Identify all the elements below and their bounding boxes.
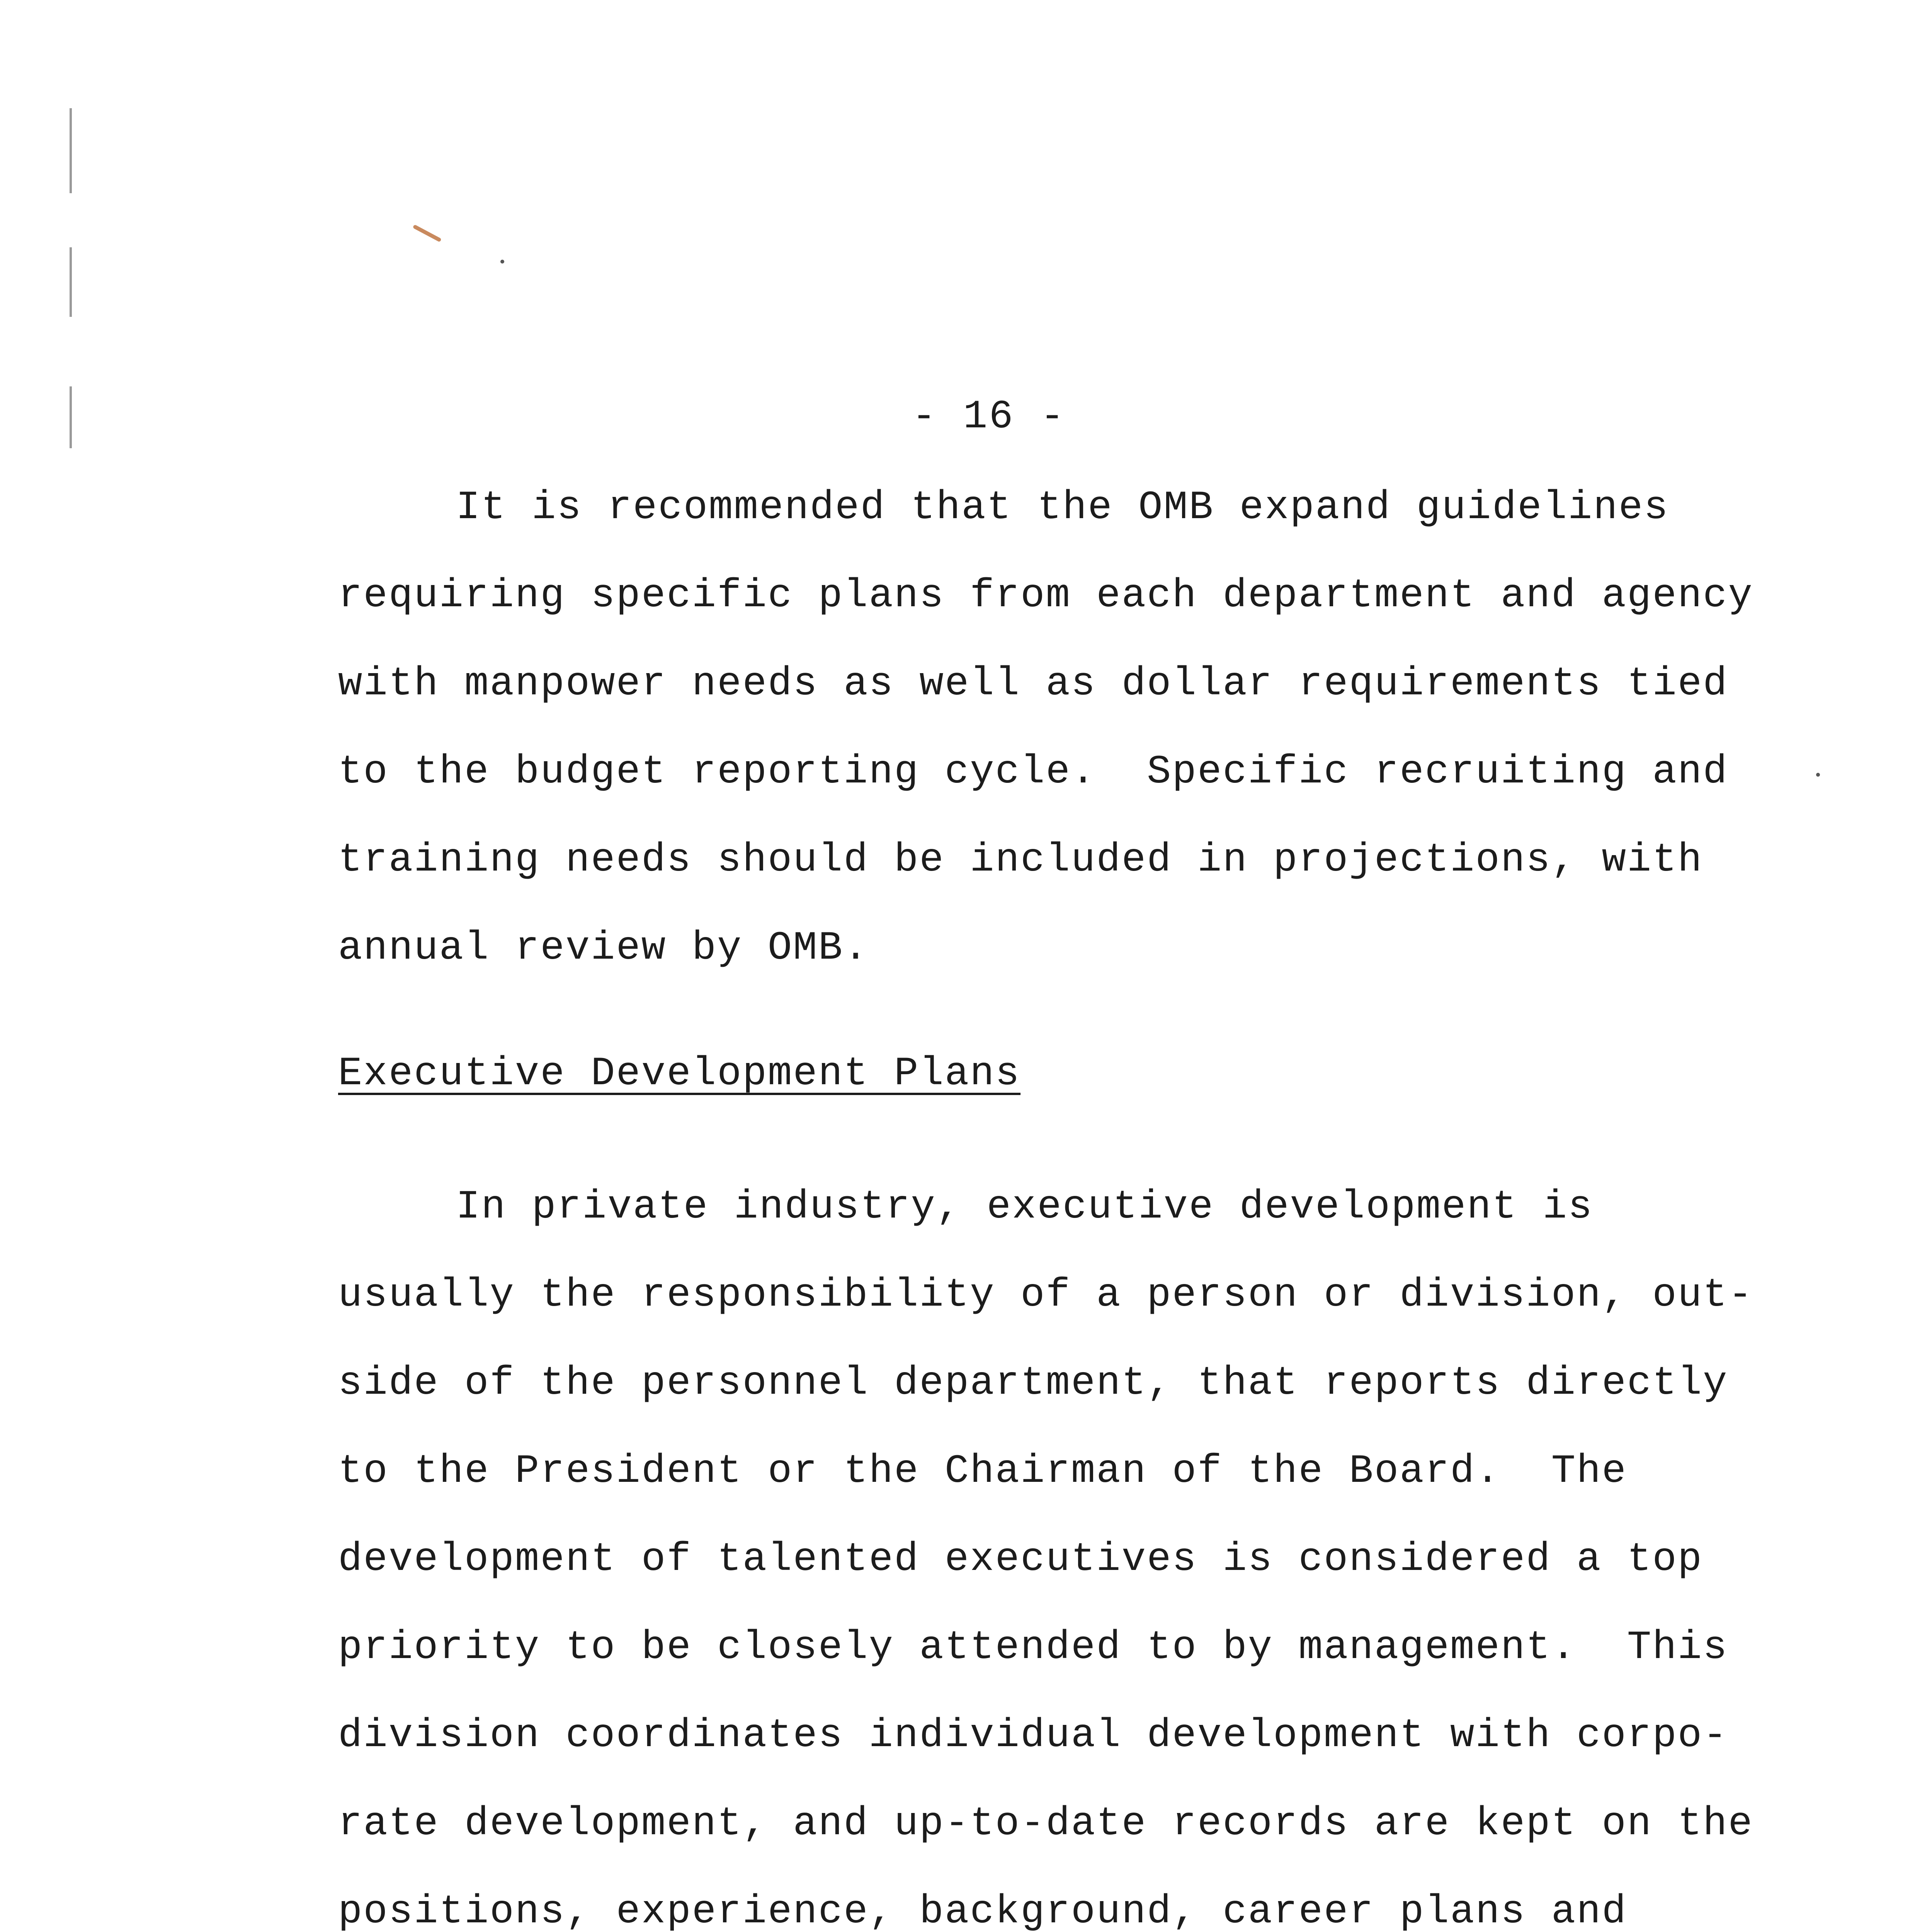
paragraph-line: requiring specific plans from each department and agency	[338, 573, 1753, 619]
scan-pen-mark	[413, 224, 442, 242]
paragraph-line: to the President or the Chairman of the Board. The	[338, 1449, 1627, 1494]
paragraph-line: with manpower needs as well as dollar requirements tied	[338, 661, 1728, 707]
paragraph-line: development of talented executives is considered a top	[338, 1537, 1703, 1582]
scan-margin-mark	[70, 247, 72, 317]
page-number: - 16 -	[912, 394, 1066, 440]
paragraph-line: usually the responsibility of a person or division, out-	[338, 1272, 1753, 1318]
paragraph-line: annual review by OMB.	[338, 925, 869, 971]
scan-margin-mark	[70, 108, 72, 193]
paragraph-line: priority to be closely attended to by management. This	[338, 1625, 1728, 1670]
paragraph-line: to the budget reporting cycle. Specific recruiting and	[338, 749, 1728, 795]
paragraph-line: rate development, and up-to-date records are kept on the	[338, 1801, 1753, 1847]
scan-speck	[500, 260, 504, 264]
section-heading: Executive Development Plans	[338, 1051, 1021, 1097]
scan-speck	[1816, 773, 1820, 777]
paragraph-line: side of the personnel department, that reports directly	[338, 1361, 1728, 1406]
scan-margin-mark	[70, 386, 72, 448]
paragraph-line: It is recommended that the OMB expand guidelines	[456, 485, 1669, 531]
paragraph-line: training needs should be included in projections, with	[338, 837, 1703, 883]
paragraph-line: In private industry, executive development is	[456, 1184, 1594, 1230]
paragraph-line: positions, experience, background, career plans and	[338, 1889, 1627, 1932]
paragraph-line: division coordinates individual development with corpo-	[338, 1713, 1728, 1759]
